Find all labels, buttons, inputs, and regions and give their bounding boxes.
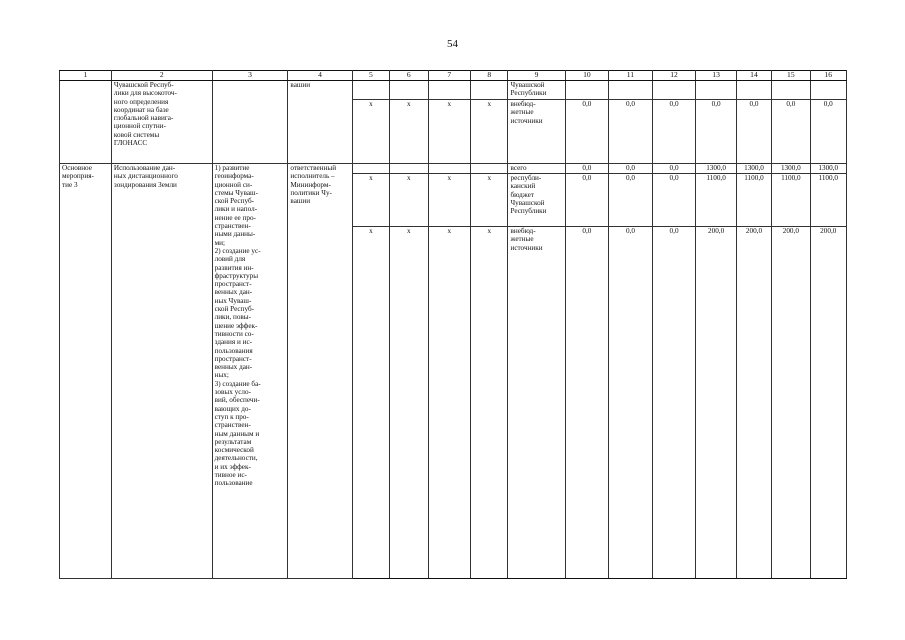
x-mark: x <box>390 227 428 579</box>
value-cell: 0,0 <box>565 164 609 174</box>
x-mark: x <box>352 227 389 579</box>
funding-source: всего <box>508 164 565 174</box>
funding-source: внебюд- жетные источники <box>508 100 565 164</box>
x-mark <box>352 164 389 174</box>
cell <box>352 81 389 100</box>
event-tasks: 1) развитие геоинформа- ционной си- стемы Чуваш- ской Респуб- лики и напол- нение ее про- странствен- ными данны- ми; 2) создание ус- ловий для развития ин- фраструктуры пространст- венных дан- ных Чуваш- ской Респуб- лики, повы- шение эффек- тивности со- здания и ис- пользования пространст- венных дан- ных; 3) создание ба- зовых усло- вий, обеспечи- вающих до- ступ к про- странствен- ным данным и результатам космической деятельности, и их эффек- тивное ис- пользование <box>212 164 288 579</box>
col-header: 4 <box>288 71 352 81</box>
x-mark <box>471 164 508 174</box>
x-mark: x <box>428 100 471 164</box>
value-cell: 1100,0 <box>772 174 810 227</box>
col-header: 10 <box>565 71 609 81</box>
funding-table <box>59 70 847 579</box>
x-mark: x <box>352 100 389 164</box>
value-cell: 0,0 <box>609 100 653 164</box>
funding-source: Чувашской Республики <box>508 81 565 100</box>
col-header: 12 <box>652 71 696 81</box>
responsible-executor: ответственный исполнитель – Мининформ- политики Чу- вашии <box>288 164 352 579</box>
col-header: 5 <box>352 71 389 81</box>
value-cell: 1300,0 <box>696 164 736 174</box>
value-cell: 0,0 <box>652 100 696 164</box>
value-cell: 0,0 <box>609 174 653 227</box>
cell <box>565 81 609 100</box>
x-mark <box>390 164 428 174</box>
col-header: 8 <box>471 71 508 81</box>
value-cell: 0,0 <box>652 174 696 227</box>
x-mark: x <box>352 174 389 227</box>
cell <box>772 81 810 100</box>
cell <box>736 81 771 100</box>
cell <box>212 81 288 164</box>
x-mark: x <box>428 227 471 579</box>
value-cell: 1100,0 <box>736 174 771 227</box>
executor-cont: вашии <box>288 81 352 164</box>
col-header: 1 <box>60 71 112 81</box>
header-row <box>60 71 847 81</box>
value-cell: 0,0 <box>609 164 653 174</box>
col-header: 9 <box>508 71 565 81</box>
cell <box>696 81 736 100</box>
value-cell: 1100,0 <box>810 174 846 227</box>
value-cell: 0,0 <box>652 227 696 579</box>
cell <box>390 81 428 100</box>
value-cell: 0,0 <box>652 164 696 174</box>
x-mark: x <box>390 100 428 164</box>
x-mark: x <box>471 174 508 227</box>
cell <box>609 81 653 100</box>
value-cell: 1100,0 <box>696 174 736 227</box>
col-header: 16 <box>810 71 846 81</box>
funding-source: внебюд- жетные источники <box>508 227 565 579</box>
value-cell: 200,0 <box>772 227 810 579</box>
event-number: Основное мероприя- тие 3 <box>60 164 112 579</box>
x-mark: x <box>428 174 471 227</box>
value-cell: 0,0 <box>609 227 653 579</box>
col-header: 15 <box>772 71 810 81</box>
cell <box>60 81 112 164</box>
value-cell: 1300,0 <box>810 164 846 174</box>
col-header: 2 <box>111 71 212 81</box>
cell <box>428 81 471 100</box>
cell <box>810 81 846 100</box>
col-header: 6 <box>390 71 428 81</box>
value-cell: 0,0 <box>810 100 846 164</box>
col-header: 7 <box>428 71 471 81</box>
event-name-cont: Чувашской Респуб- лики для высокоточ- ного определения координат на базе глобальной навига- ционной спутни- ковой системы ГЛОНАСС <box>111 81 212 164</box>
value-cell: 1300,0 <box>736 164 771 174</box>
value-cell: 200,0 <box>736 227 771 579</box>
x-mark: x <box>390 174 428 227</box>
event-name: Использование дан- ных дистанционного зондирования Земли <box>111 164 212 579</box>
x-mark: x <box>471 227 508 579</box>
col-header: 14 <box>736 71 771 81</box>
value-cell: 0,0 <box>736 100 771 164</box>
value-cell: 200,0 <box>810 227 846 579</box>
x-mark <box>428 164 471 174</box>
table-row <box>60 81 847 100</box>
funding-source: республи- канский бюджет Чувашской Республики <box>508 174 565 227</box>
col-header: 11 <box>609 71 653 81</box>
col-header: 13 <box>696 71 736 81</box>
cell <box>471 81 508 100</box>
value-cell: 1300,0 <box>772 164 810 174</box>
table-row <box>60 164 847 174</box>
value-cell: 200,0 <box>696 227 736 579</box>
value-cell: 0,0 <box>772 100 810 164</box>
value-cell: 0,0 <box>696 100 736 164</box>
value-cell: 0,0 <box>565 227 609 579</box>
value-cell: 0,0 <box>565 174 609 227</box>
value-cell: 0,0 <box>565 100 609 164</box>
cell <box>652 81 696 100</box>
col-header: 3 <box>212 71 288 81</box>
page-number: 54 <box>447 38 458 50</box>
x-mark: x <box>471 100 508 164</box>
